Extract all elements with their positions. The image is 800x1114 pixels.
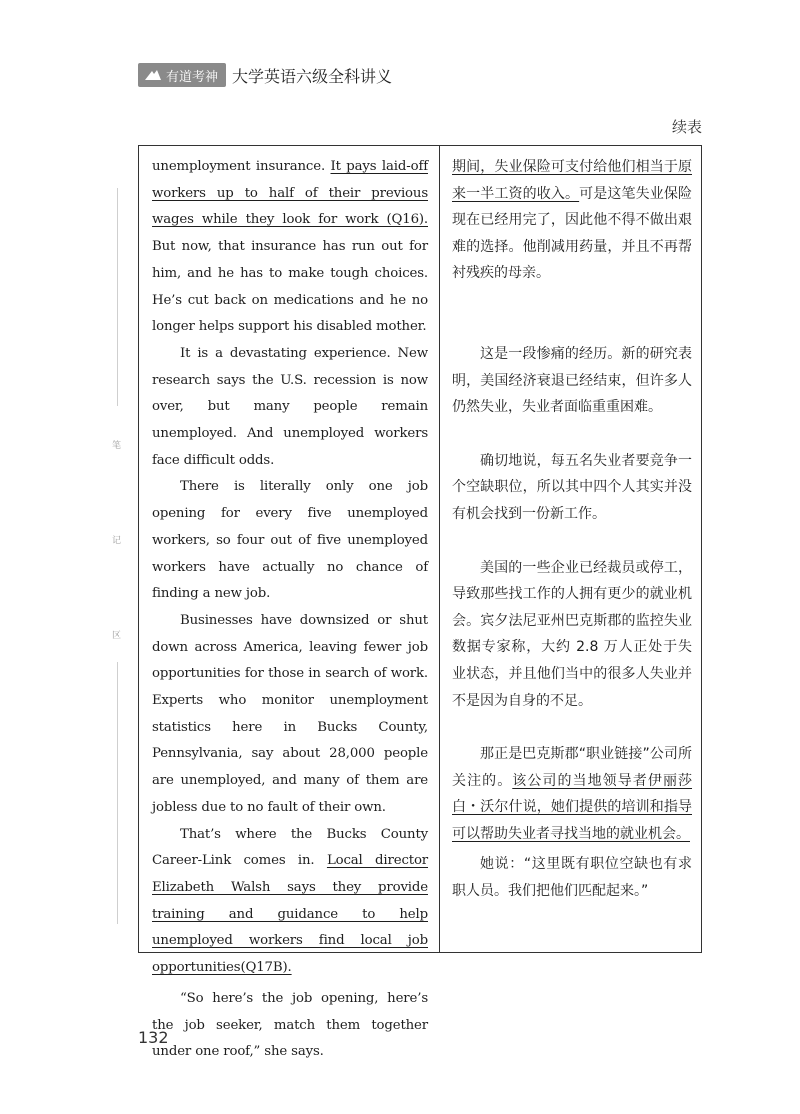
- chinese-text: 确切地说，每五名失业者要竞争一个空缺职位，所以其中四个人其实并没有机会找到一份新工作。: [452, 452, 692, 522]
- chinese-text: 可是这笔失业保险现在已经用完了，因此他不得不做出艰难的选择。他削减用药量，并且不再帮衬残疾的母亲。: [452, 185, 692, 282]
- brand-badge: [138, 63, 226, 87]
- english-paragraph: [152, 822, 428, 982]
- english-text: There is literally only one job opening for every five unemployed workers, so four out of five unemployed workers have actually no chance of finding a new job.: [152, 479, 428, 602]
- english-text: “So here’s the job opening, here’s the job seeker, match them together under one roof,” she says.: [152, 990, 428, 1060]
- english-paragraph: [152, 474, 428, 608]
- chinese-underlined-text: 期间，失业保险可支付给他们相当于原来一半工资的收入。: [452, 159, 692, 202]
- brand-logo-icon: [144, 68, 162, 82]
- chinese-text: 美国的一些企业已经裁员或停工，导致那些找工作的人拥有更少的就业机会。宾夕法尼亚州巴克斯郡的监控失业数据专家称，大约 2.8 万人正处于失业状态，并且他们当中的很多人失业并不是因为自身的不足。: [452, 559, 692, 709]
- chinese-paragraph: [452, 555, 692, 715]
- english-underlined-text: Local director Elizabeth Walsh says they provide training and guidance to help unemployed workers find local job opportunities(Q17B).: [152, 853, 429, 976]
- chinese-paragraph: [452, 741, 692, 847]
- margin-note-char: 记: [112, 536, 122, 546]
- chinese-text: 她说：“这里既有职位空缺也有求职人员。我们把他们匹配起来。”: [452, 856, 692, 900]
- brand-name: 有道考神: [166, 69, 219, 85]
- english-underlined-text: It pays laid-off workers up to half of their previous wages while they look for work (Q16).: [152, 159, 428, 228]
- margin-line-top: [117, 188, 118, 406]
- chinese-paragraph: [452, 851, 692, 904]
- running-header: [138, 62, 392, 88]
- chinese-underlined-text: 该公司的当地领导者伊丽莎白・沃尔什说，她们提供的培训和指导可以帮助失业者寻找当地的就业机会。: [452, 772, 693, 842]
- margin-note-char: 区: [112, 631, 122, 641]
- english-column: [152, 154, 428, 1066]
- english-paragraph: [152, 341, 428, 475]
- chinese-paragraph: [452, 448, 692, 528]
- chinese-paragraph: [452, 154, 692, 287]
- page-number: 132: [138, 1028, 169, 1047]
- english-text: Businesses have downsized or shut down across America, leaving fewer job opportunities for those in search of work. Experts who monitor unemployment statistics here in Bucks County, Pennsylvania, say about 28,000 people are unemployed, and many of them are jobless due to no fault of their own.: [152, 612, 428, 815]
- margin-note-char: 笔: [112, 441, 122, 451]
- continued-label: 续表: [671, 118, 702, 136]
- english-text: But now, that insurance has run out for him, and he has to make tough choices. He’s cut back on medications and he no longer helps support his disabled mother.: [152, 239, 428, 335]
- english-paragraph: [152, 608, 428, 822]
- book-title: 大学英语六级全科讲义: [232, 66, 393, 86]
- chinese-paragraph: [452, 341, 692, 421]
- chinese-text: 这是一段惨痛的经历。新的研究表明，美国经济衰退已经结束，但许多人仍然失业，失业者面临重重困难。: [452, 345, 692, 416]
- english-paragraph: [152, 986, 428, 1066]
- margin-line-bottom: [117, 662, 118, 924]
- chinese-column: [452, 154, 692, 905]
- english-text: That’s where the Bucks County Career-Link comes in.: [152, 826, 428, 869]
- english-paragraph: [152, 154, 428, 341]
- english-text: unemployment insurance.: [152, 159, 331, 174]
- english-text: It is a devastating experience. New research says the U.S. recession is now over, but many people remain unemployed. And unemployed workers face difficult odds.: [152, 345, 428, 468]
- column-divider: [439, 146, 440, 952]
- chinese-text: 那正是巴克斯郡“职业链接”公司所关注的。: [452, 746, 692, 789]
